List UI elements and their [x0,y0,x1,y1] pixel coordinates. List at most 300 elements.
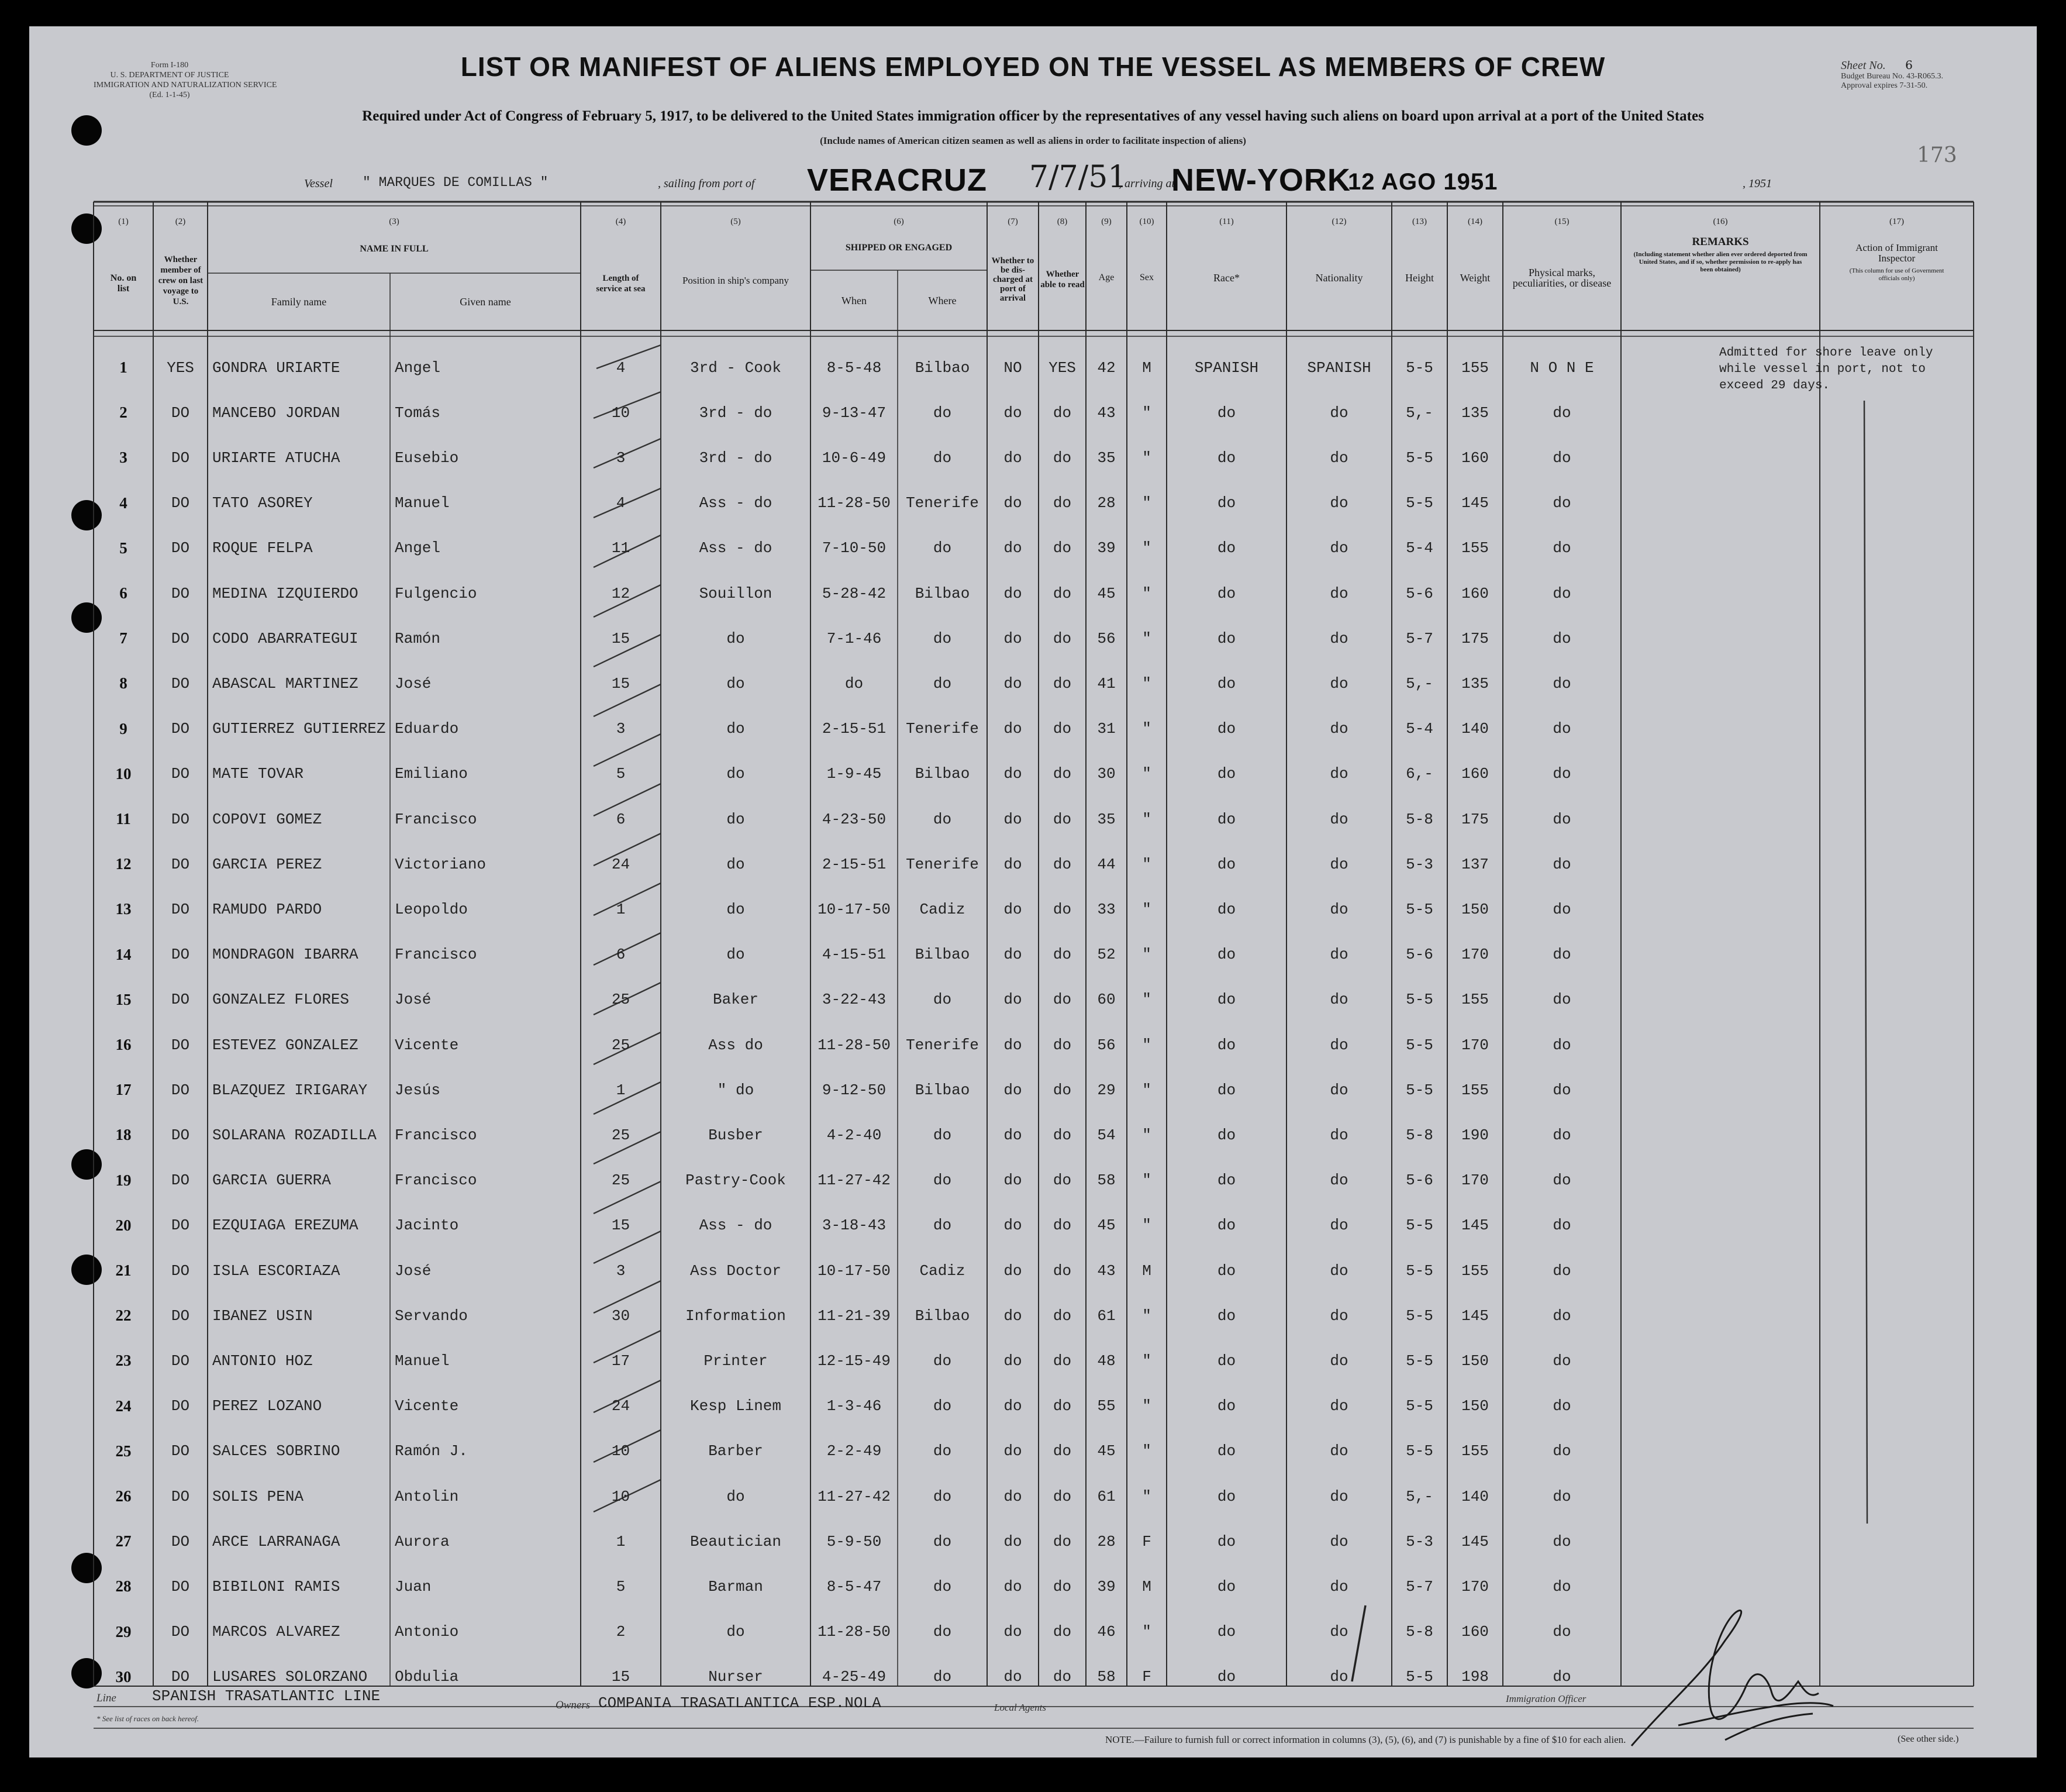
race-cell: do [1217,1081,1236,1099]
sex-cell: F [1142,1668,1151,1686]
engaged-where-cell: Tenerife [906,720,979,738]
table-row [29,1293,2037,1338]
position-cell: do [726,1623,745,1641]
race-cell: do [1217,539,1236,557]
weight-cell: 150 [1461,1352,1489,1370]
engaged-where-cell: Tenerife [906,494,979,512]
last-voyage-cell: DO [171,1352,190,1370]
last-voyage-cell: DO [171,991,190,1009]
physical-marks-cell: do [1553,1532,1571,1550]
physical-marks-cell: do [1553,946,1571,964]
nationality-cell: do [1330,674,1348,692]
position-cell: Beautician [689,1532,782,1550]
position-cell: do [726,810,745,828]
nationality-cell: do [1330,810,1348,828]
last-voyage-cell: DO [171,1036,190,1054]
discharge-cell: do [1003,494,1022,512]
race-cell: do [1217,991,1236,1009]
nationality-cell: do [1330,1397,1348,1415]
race-cell: do [1217,1532,1236,1550]
row-number: 27 [115,1532,132,1550]
race-cell: do [1217,765,1236,783]
row-number: 2 [119,404,127,422]
family-name-cell: TATO ASOREY [212,494,313,512]
weight-cell: 198 [1461,1668,1489,1686]
table-row [29,1022,2037,1067]
height-cell: 5-5 [1406,1352,1433,1370]
given-name-cell: Aurora [395,1532,450,1550]
able-to-read-cell: do [1053,855,1072,873]
sex-cell: " [1142,584,1151,602]
row-number: 26 [115,1487,132,1505]
engaged-when-cell: 4-25-49 [822,1668,887,1686]
position-cell: do [726,900,745,918]
header-weight: Weight [1460,272,1491,284]
service-length-cell: 24 [611,855,630,873]
penalty-note: NOTE.—Failure to furnish full or correct information in columns (3), (5), (6), and (7) is punishable by a fine of $10 for each alien. [1105,1734,1626,1745]
height-cell: 5-5 [1406,1217,1433,1235]
row-number: 9 [119,719,127,738]
last-voyage-cell: DO [171,1487,190,1505]
service-length-cell: 3 [616,1262,626,1280]
able-to-read-cell: do [1053,1307,1072,1325]
able-to-read-cell: do [1053,946,1072,964]
position-cell: Ass - do [699,539,772,557]
able-to-read-cell: do [1053,1217,1072,1235]
engaged-where-cell: do [933,1171,952,1190]
sex-cell: " [1142,720,1151,738]
family-name-cell: URIARTE ATUCHA [212,449,340,467]
discharge-cell: do [1003,674,1022,692]
height-cell: 5-5 [1406,900,1433,918]
last-voyage-cell: DO [171,900,190,918]
nationality-cell: do [1330,539,1348,557]
discharge-cell: do [1003,900,1022,918]
height-cell: 5-5 [1406,1262,1433,1280]
race-cell: do [1217,946,1236,964]
see-other-side: (See other side.) [1898,1734,1959,1744]
engaged-where-cell: do [933,991,952,1009]
service-length-cell: 5 [616,765,626,783]
physical-marks-cell: do [1553,1217,1571,1235]
weight-cell: 190 [1461,1126,1489,1144]
able-to-read-cell: do [1053,1352,1072,1370]
table-row [29,1564,2037,1609]
physical-marks-cell: do [1553,629,1571,647]
column-number: (11) [1219,217,1234,226]
engaged-when-cell: 5-9-50 [826,1532,882,1550]
vessel-name: " MARQUES DE COMILLAS " [363,175,549,190]
discharge-cell: do [1003,1262,1022,1280]
column-number: (17) [1889,217,1904,226]
able-to-read-cell: do [1053,900,1072,918]
age-cell: 61 [1097,1307,1116,1325]
nationality-cell: do [1330,584,1348,602]
instruction-text: (Include names of American citizen seamen as well as aliens in order to facilitate inspection of aliens) [820,135,1246,146]
height-cell: 6,- [1406,765,1433,783]
engaged-where-cell: do [933,539,952,557]
physical-marks-cell: do [1553,1577,1571,1595]
engaged-when-cell: 5-28-42 [822,584,887,602]
nationality-cell: do [1330,449,1348,467]
sex-cell: M [1142,359,1151,377]
given-name-cell: Angel [395,539,441,557]
arrival-date-stamp: 12 AGO 1951 [1348,169,1498,195]
header-when: When [841,294,867,306]
sex-cell: " [1142,449,1151,467]
able-to-read-cell: do [1053,991,1072,1009]
last-voyage-cell: DO [171,404,190,422]
nationality-cell: do [1330,1036,1348,1054]
last-voyage-cell: DO [171,1171,190,1190]
service-length-cell: 25 [611,991,630,1009]
discharge-cell: do [1003,584,1022,602]
physical-marks-cell: do [1553,1171,1571,1190]
weight-cell: 170 [1461,1036,1489,1054]
table-row [29,616,2037,661]
height-cell: 5-5 [1406,494,1433,512]
weight-cell: 160 [1461,765,1489,783]
family-name-cell: CODO ABARRATEGUI [212,629,358,647]
family-name-cell: GARCIA GUERRA [212,1171,331,1190]
weight-cell: 140 [1461,1487,1489,1505]
last-voyage-cell: DO [171,1081,190,1099]
discharge-cell: NO [1003,359,1022,377]
column-number: (12) [1332,217,1347,226]
discharge-cell: do [1003,1352,1022,1370]
able-to-read-cell: do [1053,810,1072,828]
physical-marks-cell: do [1553,810,1571,828]
position-cell: Baker [712,991,758,1009]
engaged-where-cell: do [933,1668,952,1686]
engaged-where-cell: Bilbao [915,584,970,602]
able-to-read-cell: YES [1048,359,1076,377]
row-number: 14 [115,945,132,963]
engaged-when-cell: 7-10-50 [822,539,887,557]
age-cell: 44 [1097,855,1116,873]
table-row [29,481,2037,526]
nationality-cell: do [1330,629,1348,647]
discharge-cell: do [1003,539,1022,557]
physical-marks-cell: do [1553,1487,1571,1505]
nationality-cell: do [1330,720,1348,738]
service-length-cell: 2 [616,1623,626,1641]
service-length-cell: 15 [611,1217,630,1235]
last-voyage-cell: DO [171,1623,190,1641]
given-name-cell: Obdulia [395,1668,459,1686]
able-to-read-cell: do [1053,404,1072,422]
arriving-label: , arriving at [1119,177,1175,190]
height-cell: 5-8 [1406,1623,1433,1641]
able-to-read-cell: do [1053,674,1072,692]
header-race: Race* [1213,272,1240,284]
nationality-cell: do [1330,855,1348,873]
sex-cell: " [1142,1487,1151,1505]
table-row [29,1474,2037,1519]
family-name-cell: LUSARES SOLORZANO [212,1668,368,1686]
nationality-cell: do [1330,1171,1348,1190]
last-voyage-cell: DO [171,810,190,828]
table-row [29,707,2037,752]
discharge-cell: do [1003,1442,1022,1460]
given-name-cell: Manuel [395,494,450,512]
table-row [29,1248,2037,1293]
sheet-number: 6 [1905,58,1913,72]
sheet-label: Sheet No. [1841,59,1886,72]
owners-label: Owners [556,1699,591,1711]
table-row [29,1158,2037,1203]
position-cell: Printer [703,1352,768,1370]
last-voyage-cell: DO [171,629,190,647]
engaged-when-cell: 10-6-49 [822,449,887,467]
height-cell: 5-7 [1406,629,1433,647]
vessel-label: Vessel [304,177,333,190]
race-cell: SPANISH [1194,359,1259,377]
weight-cell: 155 [1461,1262,1489,1280]
position-cell: Barber [708,1442,763,1460]
physical-marks-cell: do [1553,674,1571,692]
row-number: 28 [115,1577,132,1595]
age-cell: 31 [1097,720,1116,738]
race-cell: do [1217,1577,1236,1595]
table-row [29,977,2037,1022]
age-cell: 39 [1097,539,1116,557]
able-to-read-cell: do [1053,584,1072,602]
engaged-where-cell: do [933,674,952,692]
height-cell: 5,- [1406,404,1433,422]
physical-marks-cell: do [1553,1352,1571,1370]
position-cell: do [726,946,745,964]
last-voyage-cell: DO [171,584,190,602]
sex-cell: " [1142,810,1151,828]
age-cell: 54 [1097,1126,1116,1144]
last-voyage-cell: DO [171,720,190,738]
engaged-where-cell: Bilbao [915,765,970,783]
table-row [29,1519,2037,1564]
row-number: 5 [119,539,127,557]
physical-marks-cell: N O N E [1530,359,1594,377]
engaged-where-cell: do [933,1487,952,1505]
given-name-cell: Francisco [395,1171,477,1190]
physical-marks-cell: do [1553,1262,1571,1280]
given-name-cell: José [395,991,432,1009]
department-name: U. S. DEPARTMENT OF JUSTICE [110,71,229,80]
service-length-cell: 3 [616,720,626,738]
column-number: (6) [894,217,904,226]
family-name-cell: MATE TOVAR [212,765,304,783]
physical-marks-cell: do [1553,855,1571,873]
age-cell: 55 [1097,1397,1116,1415]
service-length-cell: 15 [611,1668,630,1686]
weight-cell: 145 [1461,1307,1489,1325]
nationality-cell: do [1330,991,1348,1009]
header-able-to-read: Whether able to read [1040,269,1085,290]
engaged-where-cell: do [933,1126,952,1144]
last-voyage-cell: YES [167,359,194,377]
given-name-cell: Servando [395,1307,468,1325]
family-name-cell: COPOVI GOMEZ [212,810,322,828]
header-where: Where [928,294,957,306]
engaged-when-cell: 11-28-50 [818,1623,891,1641]
header-remarks-note: (Including statement whether alien ever ordered deported from United States, and if so, whether permission to re-apply has been obtained) [1633,251,1808,273]
engaged-when-cell: 8-5-48 [826,359,882,377]
weight-cell: 145 [1461,1217,1489,1235]
given-name-cell: José [395,674,432,692]
age-cell: 28 [1097,1532,1116,1550]
weight-cell: 170 [1461,946,1489,964]
age-cell: 42 [1097,359,1116,377]
row-number: 12 [115,855,132,873]
remarks-line: while vessel in port, not to [1719,363,1926,376]
engaged-when-cell: 12-15-49 [818,1352,891,1370]
engaged-where-cell: Tenerife [906,855,979,873]
height-cell: 5-4 [1406,720,1433,738]
sex-cell: " [1142,1623,1151,1641]
service-length-cell: 25 [611,1126,630,1144]
column-number: (4) [615,217,626,226]
race-cell: do [1217,1307,1236,1325]
race-cell: do [1217,494,1236,512]
engaged-when-cell: 1-9-45 [826,765,882,783]
table-row [29,932,2037,977]
form-edition: (Ed. 1-1-45) [149,91,190,99]
column-number: (1) [118,217,129,226]
last-voyage-cell: DO [171,1668,190,1686]
height-cell: 5-5 [1406,1307,1433,1325]
height-cell: 5-8 [1406,1126,1433,1144]
weight-cell: 160 [1461,1623,1489,1641]
discharge-cell: do [1003,1397,1022,1415]
physical-marks-cell: do [1553,449,1571,467]
height-cell: 5-8 [1406,810,1433,828]
last-voyage-cell: DO [171,494,190,512]
engaged-where-cell: Bilbao [915,1081,970,1099]
position-cell: Kesp Linem [689,1397,782,1415]
discharge-cell: do [1003,1623,1022,1641]
row-number: 25 [115,1442,132,1460]
age-cell: 29 [1097,1081,1116,1099]
position-cell: Ass Doctor [689,1262,782,1280]
family-name-cell: IBANEZ USIN [212,1307,313,1325]
sex-cell: " [1142,1307,1151,1325]
race-cell: do [1217,810,1236,828]
age-cell: 30 [1097,765,1116,783]
sex-cell: " [1142,900,1151,918]
race-cell: do [1217,900,1236,918]
race-cell: do [1217,720,1236,738]
physical-marks-cell: do [1553,765,1571,783]
age-cell: 45 [1097,1442,1116,1460]
height-cell: 5-5 [1406,1442,1433,1460]
able-to-read-cell: do [1053,1577,1072,1595]
family-name-cell: SALCES SOBRINO [212,1442,340,1460]
family-name-cell: MONDRAGON IBARRA [212,946,358,964]
engaged-when-cell: 10-17-50 [818,1262,891,1280]
height-cell: 5-3 [1406,1532,1433,1550]
manifest-sheet [29,26,2037,1757]
able-to-read-cell: do [1053,629,1072,647]
engaged-where-cell: Cadiz [919,1262,965,1280]
engaged-when-cell: 9-12-50 [822,1081,887,1099]
table-row [29,526,2037,571]
physical-marks-cell: do [1553,900,1571,918]
physical-marks-cell: do [1553,494,1571,512]
sex-cell: " [1142,946,1151,964]
discharge-cell: do [1003,1577,1022,1595]
port-to-stamp: NEW-YORK [1171,163,1351,198]
position-cell: 3rd - do [699,449,772,467]
header-age: Age [1098,273,1115,282]
age-cell: 45 [1097,1217,1116,1235]
column-number: (13) [1412,217,1427,226]
engaged-where-cell: Bilbao [915,1307,970,1325]
discharge-cell: do [1003,720,1022,738]
engaged-when-cell: 4-15-51 [822,946,887,964]
position-cell: do [726,855,745,873]
engaged-when-cell: do [844,674,864,692]
table-row [29,842,2037,887]
age-cell: 39 [1097,1577,1116,1595]
given-name-cell: Jacinto [395,1217,459,1235]
family-name-cell: GARCIA PEREZ [212,855,322,873]
discharge-cell: do [1003,991,1022,1009]
given-name-cell: Victoriano [395,855,487,873]
service-length-cell: 10 [611,404,630,422]
sex-cell: " [1142,1352,1151,1370]
able-to-read-cell: do [1053,539,1072,557]
discharge-cell: do [1003,946,1022,964]
position-cell: do [726,765,745,783]
nationality-cell: do [1330,1352,1348,1370]
engaged-when-cell: 3-18-43 [822,1217,887,1235]
row-number: 11 [116,810,131,828]
given-name-cell: Leopoldo [395,900,468,918]
column-number: (7) [1008,217,1018,226]
able-to-read-cell: do [1053,1262,1072,1280]
column-number: (2) [175,217,186,226]
remarks-line: Admitted for shore leave only [1719,346,1933,360]
sex-cell: " [1142,539,1151,557]
table-row [29,1112,2037,1157]
nationality-cell: do [1330,404,1348,422]
race-cell: do [1217,1668,1236,1686]
service-length-cell: 4 [616,494,626,512]
last-voyage-cell: DO [171,765,190,783]
table-row [29,435,2037,480]
race-cell: do [1217,1262,1236,1280]
given-name-cell: Manuel [395,1352,450,1370]
position-cell: 3rd - do [699,404,772,422]
given-name-cell: Eusebio [395,449,459,467]
table-row [29,752,2037,797]
races-footnote: * See list of races on back hereof. [96,1714,199,1723]
weight-cell: 135 [1461,674,1489,692]
header-remarks: REMARKS [1692,236,1749,248]
sex-cell: " [1142,404,1151,422]
given-name-cell: Vicente [395,1036,459,1054]
row-number: 23 [115,1352,132,1370]
table-row [29,390,2037,435]
height-cell: 5-5 [1406,359,1433,377]
height-cell: 5,- [1406,1487,1433,1505]
service-length-cell: 17 [611,1352,630,1370]
page-number: 173 [1917,143,1957,167]
header-inspector-note: (This column for use of Government officials only) [1849,267,1944,282]
able-to-read-cell: do [1053,1036,1072,1054]
weight-cell: 155 [1461,359,1489,377]
engaged-when-cell: 4-2-40 [826,1126,882,1144]
service-length-cell: 1 [616,900,626,918]
